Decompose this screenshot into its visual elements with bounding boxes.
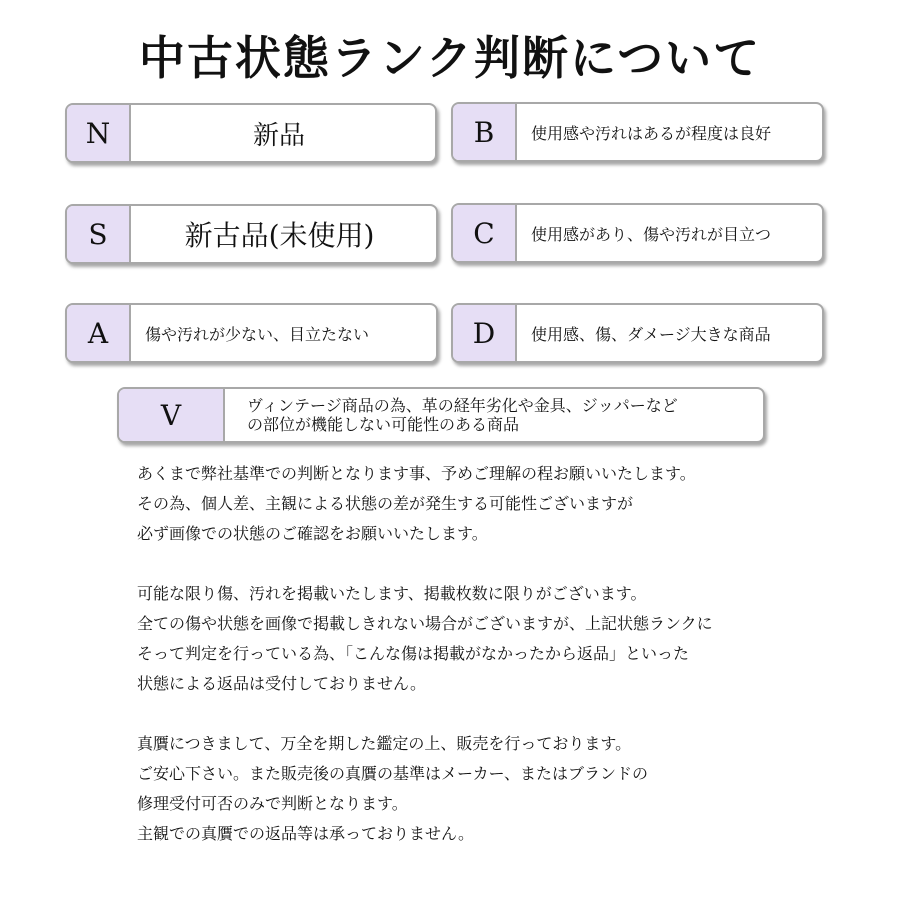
note-line: あくまで弊社基準での判断となります事、予めご理解の程お願いいたします。	[137, 464, 696, 483]
note-line: 必ず画像での状態のご確認をお願いいたします。	[137, 524, 488, 543]
notes-paragraph-authenticity	[137, 729, 837, 849]
rank-d-box	[451, 303, 824, 363]
rank-s-box	[65, 204, 438, 264]
rank-a-description: 傷や汚れが少ない、目立たない	[145, 324, 370, 344]
notes-paragraph-judgment	[137, 459, 837, 549]
rank-n-box	[65, 103, 437, 163]
note-line: 修理受付可否のみで判断となります。	[137, 794, 408, 813]
rank-b-description: 使用感や汚れはあるが程度は良好	[531, 123, 772, 143]
rank-b-letter: B	[453, 104, 517, 160]
rank-c-letter: C	[453, 205, 517, 261]
rank-d-letter: D	[453, 305, 517, 361]
note-line: 真贋につきまして、万全を期した鑑定の上、販売を行っております。	[137, 734, 632, 753]
rank-c-description: 使用感があり、傷や汚れが目立つ	[531, 224, 772, 244]
rank-s-letter: S	[67, 206, 131, 262]
notes-paragraph-photos	[137, 579, 837, 699]
note-line: 可能な限り傷、汚れを掲載いたします、掲載枚数に限りがございます。	[137, 584, 647, 603]
page-title: 中古状態ランク判断について	[138, 31, 762, 85]
rank-v-letter: V	[119, 389, 225, 441]
rank-n-description: 新品	[252, 120, 305, 151]
rank-s-description: 新古品(未使用)	[184, 219, 375, 252]
note-line: 主観での真贋での返品等は承っておりません。	[137, 824, 474, 843]
note-line: 全ての傷や状態を画像で掲載しきれない場合がございますが、上記状態ランクに	[137, 614, 713, 633]
note-line: 状態による返品は受付しておりません。	[137, 674, 426, 693]
rank-c-box	[451, 203, 824, 263]
rank-v-box	[117, 387, 765, 443]
rank-d-description: 使用感、傷、ダメージ大きな商品	[531, 324, 771, 344]
note-line: ご安心下さい。また販売後の真贋の基準はメーカー、またはブランドの	[137, 764, 649, 783]
rank-n-letter: N	[67, 105, 131, 161]
rank-a-letter: A	[67, 305, 131, 361]
note-line: そって判定を行っている為、「こんな傷は掲載がなかったから返品」といった	[137, 644, 690, 663]
rank-b-box	[451, 102, 824, 162]
note-line: その為、個人差、主観による状態の差が発生する可能性ございますが	[137, 494, 634, 513]
rank-a-box	[65, 303, 438, 363]
notes-section	[137, 459, 837, 849]
rank-v-description: ヴィンテージ商品の為、革の経年劣化や金具、ジッパーなど の部位が機能しない可能性のある商品	[247, 396, 678, 434]
